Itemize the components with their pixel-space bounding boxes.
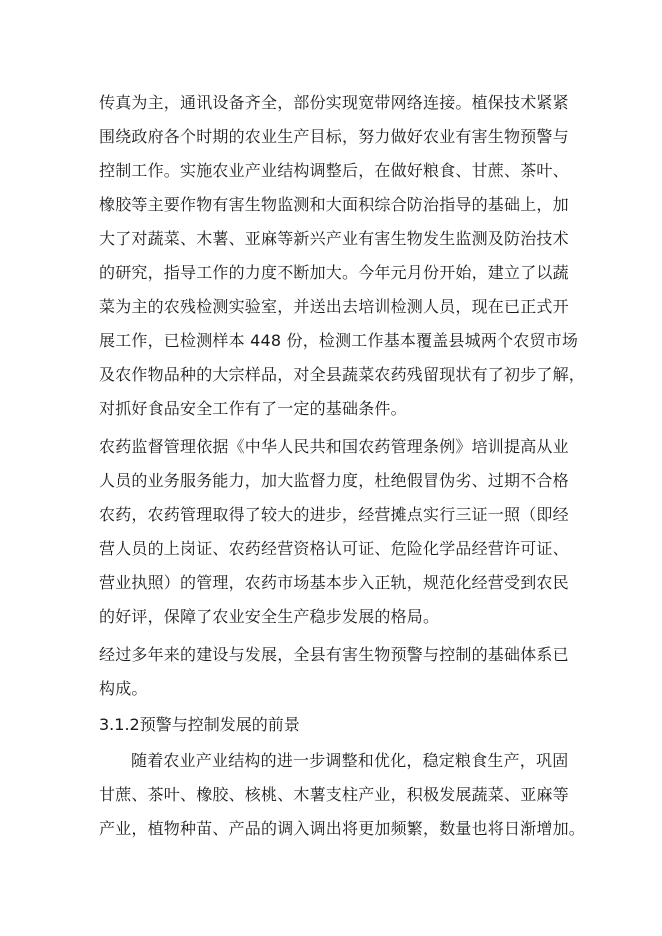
paragraph-1-line-4: 橡胶等主要作物有害生物监测和大面积综合防治指导的基础上，加 — [99, 195, 569, 214]
paragraph-1-line-1: 传真为主，通讯设备齐全，部份实现宽带网络连接。植保技术紧紧 — [99, 93, 569, 112]
closing-paragraph-line-2: 甘蔗、茶叶、橡胶、核桃、木薯支柱产业，积极发展蔬菜、亚麻等 — [99, 785, 569, 804]
paragraph-1-line-3: 控制工作。实施农业产业结构调整后，在做好粮食、甘蔗、茶叶、 — [99, 161, 569, 180]
paragraph-1-line-9: 及农作物品种的大宗样品，对全县蔬菜农药残留现状有了初步了解， — [99, 365, 586, 384]
paragraph-3-line-2: 构成。 — [99, 679, 148, 698]
paragraph-2-line-5: 营业执照）的管理，农药市场基本步入正轨，规范化经营受到农民 — [99, 573, 569, 592]
paragraph-2-line-3: 农药，农药管理取得了较大的进步，经营摊点实行三证一照（即经 — [99, 505, 569, 524]
closing-paragraph-line-3: 产业，植物种苗、产品的调入调出将更加频繁，数量也将日渐增加。 — [99, 819, 586, 838]
paragraph-2-line-6: 的好评，保障了农业安全生产稳步发展的格局。 — [99, 607, 440, 626]
paragraph-1-line-8: 展工作，已检测样本 448 份，检测工作基本覆盖县城两个农贸市场 — [99, 331, 579, 350]
paragraph-1-line-7: 菜为主的农残检测实验室，并送出去培训检测人员，现在已正式开 — [99, 297, 569, 316]
closing-paragraph-line-1: 随着农业产业结构的进一步调整和优化，稳定粮食生产，巩固 — [131, 751, 569, 770]
paragraph-1-line-6: 的研究，指导工作的力度不断加大。今年元月份开始，建立了以蔬 — [99, 263, 569, 282]
paragraph-2-line-4: 营人员的上岗证、农药经营资格认可证、危险化学品经营许可证、 — [99, 539, 569, 558]
paragraph-1-line-10: 对抓好食品安全工作有了一定的基础条件。 — [99, 399, 407, 418]
paragraph-2-line-1: 农药监督管理依据《中华人民共和国农药管理条例》培训提高从业 — [99, 437, 569, 456]
section-heading — [99, 712, 300, 735]
paragraph-2-line-2: 人员的业务服务能力，加大监督力度，杜绝假冒伪劣、过期不合格 — [99, 471, 569, 490]
paragraph-3-line-1: 经过多年来的建设与发展，全县有害生物预警与控制的基础体系已 — [99, 645, 569, 664]
paragraph-1-line-5: 大了对蔬菜、木薯、亚麻等新兴产业有害生物发生监测及防治技术 — [99, 229, 569, 248]
section-title: 预警与控制发展的前景 — [139, 715, 300, 734]
paragraph-1-line-2: 围绕政府各个时期的农业生产目标，努力做好农业有害生物预警与 — [99, 127, 569, 146]
section-number: 3.1.2 — [99, 715, 140, 734]
